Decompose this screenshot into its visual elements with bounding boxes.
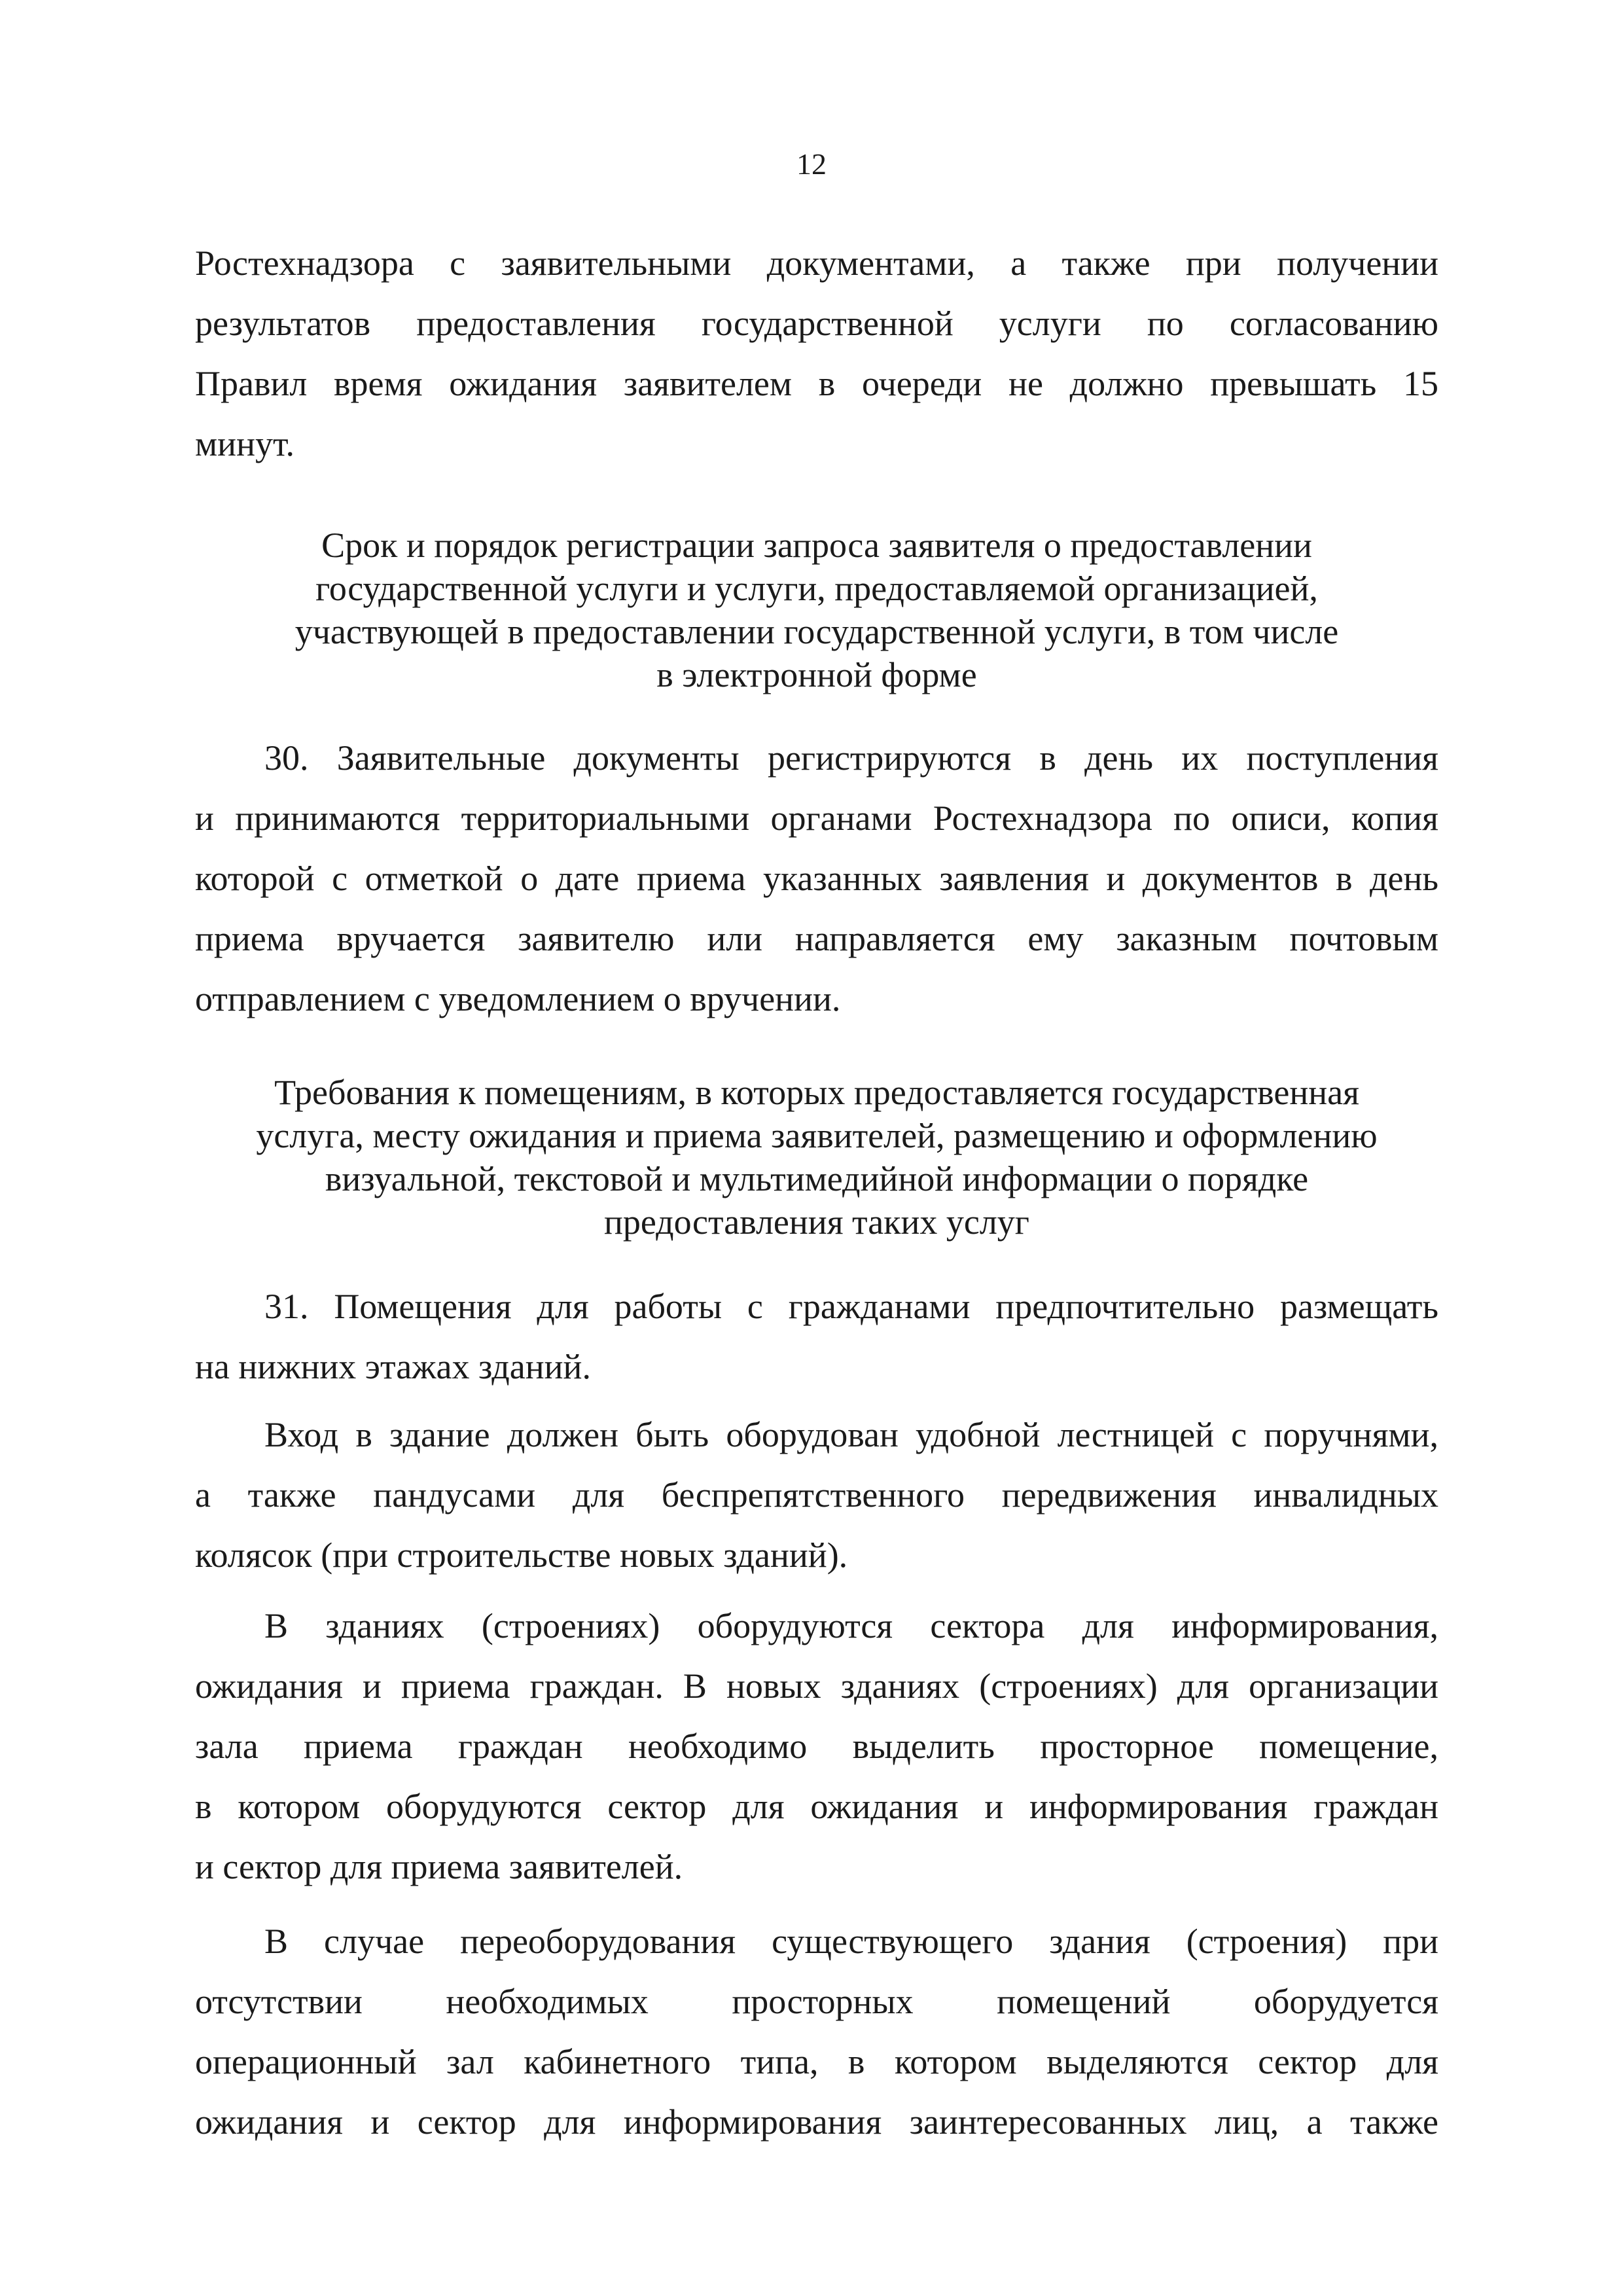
text-line: В случае переоборудования существующего здания (строения) при (264, 1922, 1438, 1961)
text-line: операционный зал кабинетного типа, в котором выделяются сектор для (195, 2042, 1438, 2081)
text-line: отправлением с уведомлением о вручении. (195, 979, 841, 1018)
text-line: Правил время ожидания заявителем в очереди не должно превышать 15 (195, 364, 1438, 403)
paragraph-30 (195, 728, 1438, 1029)
paragraph-31-sectors (195, 1596, 1438, 1897)
heading-line: Срок и порядок регистрации запроса заявителя о предоставлении (321, 526, 1312, 565)
heading-line: в электронной форме (656, 655, 977, 694)
paragraph-31-reequipment (195, 1911, 1438, 2152)
text-line: отсутствии необходимых просторных помещений оборудуется (195, 1982, 1438, 2021)
text-line: результатов предоставления государственной услуги по согласованию (195, 304, 1438, 343)
text-line: 30. Заявительные документы регистрируются в день их поступления (264, 738, 1438, 778)
text-line: зала приема граждан необходимо выделить просторное помещение, (195, 1727, 1438, 1766)
heading-line: участвующей в предоставлении государственной услуги, в том числе (294, 612, 1339, 651)
heading-line: предоставления таких услуг (604, 1202, 1029, 1242)
text-line: колясок (при строительстве новых зданий). (195, 1535, 848, 1575)
text-line: и сектор для приема заявителей. (195, 1847, 683, 1886)
paragraph-continuation (195, 233, 1438, 474)
heading-line: услуга, месту ожидания и приема заявителей, размещению и оформлению (256, 1116, 1378, 1155)
paragraph-31 (195, 1276, 1438, 1397)
text-line: ожидания и сектор для информирования заинтересованных лиц, а также (195, 2102, 1438, 2142)
text-line: и принимаются территориальными органами Ростехнадзора по описи, копия (195, 798, 1438, 838)
heading-line: Требования к помещениям, в которых предоставляется государственная (274, 1073, 1359, 1112)
heading-line: государственной услуги и услуги, предоставляемой организацией, (315, 569, 1318, 608)
text-line: Вход в здание должен быть оборудован удобной лестницей с поручнями, (264, 1415, 1438, 1454)
text-line: ожидания и приема граждан. В новых зданиях (строениях) для организации (195, 1666, 1438, 1706)
text-line: которой с отметкой о дате приема указанных заявления и документов в день (195, 859, 1438, 898)
text-line: в котором оборудуются сектор для ожидания и информирования граждан (195, 1787, 1438, 1826)
text-line: на нижних этажах зданий. (195, 1347, 591, 1386)
page-number: 12 (796, 147, 827, 181)
heading-line: визуальной, текстовой и мультимедийной информации о порядке (325, 1159, 1309, 1198)
text-line: 31. Помещения для работы с гражданами предпочтительно размещать (264, 1287, 1438, 1326)
section-heading-premises (195, 1071, 1438, 1244)
section-heading-registration (195, 524, 1438, 696)
text-line: В зданиях (строениях) оборудуются сектора для информирования, (264, 1606, 1438, 1645)
text-line: Ростехнадзора с заявительными документами, а также при получении (195, 243, 1438, 283)
paragraph-31-entrance (195, 1405, 1438, 1585)
text-line: а также пандусами для беспрепятственного передвижения инвалидных (195, 1475, 1438, 1515)
text-line: минут. (195, 424, 295, 463)
text-line: приема вручается заявителю или направляется ему заказным почтовым (195, 919, 1438, 958)
